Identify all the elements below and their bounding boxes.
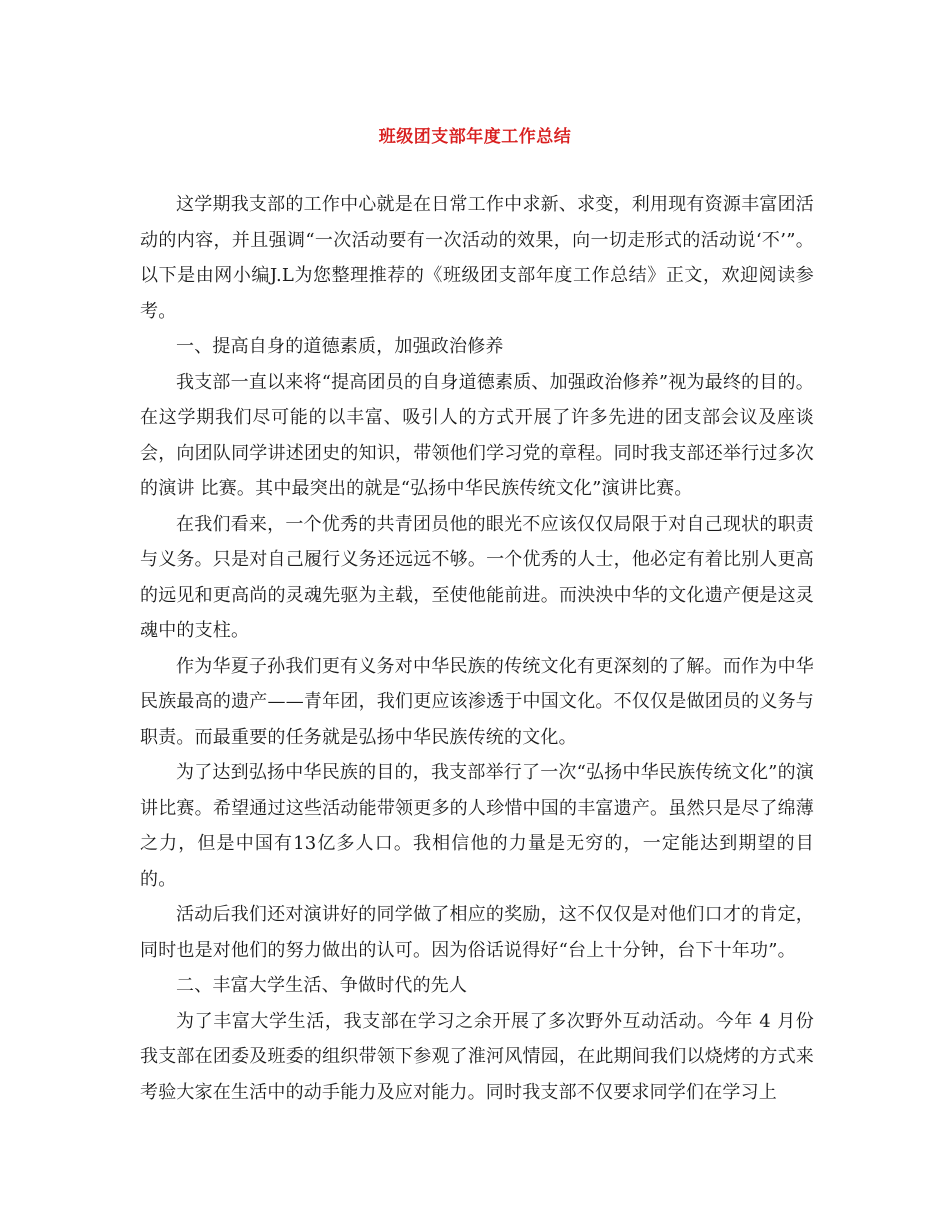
body-paragraph: 为了达到弘扬中华民族的目的，我支部举行了一次“弘扬中华民族传统文化”的演讲比赛。希望通过这些活动能带领更多的人珍惜中国的丰富遗产。虽然只是尽了绵薄之力，但是中国有13亿多人口。我相信他的力量是无穷的，一定能达到期望的目的。 <box>140 762 814 890</box>
body-paragraph: 我支部一直以来将“提高团员的自身道德素质、加强政治修养”视为最终的目的。在这学期我们尽可能的以丰富、吸引人的方式开展了许多先进的团支部会议及座谈会，向团队同学讲述团史的知识，带领他们学习党的章程。同时我支部还举行过多次的演讲 比赛。其中最突出的就是“弘扬中华民族传统文化”演讲比赛。 <box>140 371 814 499</box>
document-body <box>140 187 814 1110</box>
intro-paragraph: 这学期我支部的工作中心就是在日常工作中求新、求变，利用现有资源丰富团活动的内容，并且强调“一次活动要有一次活动的效果，向一切走形式的活动说‘不’”。以下是由网小编J.L为您整理推荐的《班级团支部年度工作总结》正文，欢迎阅读参考。 <box>140 194 814 322</box>
body-paragraph: 活动后我们还对演讲好的同学做了相应的奖励，这不仅仅是对他们口才的肯定，同时也是对他们的努力做出的认可。因为俗话说得好“台上十分钟，台下十年功”。 <box>140 904 814 961</box>
body-paragraph: 作为华夏子孙我们更有义务对中华民族的传统文化有更深刻的了解。而作为中华民族最高的遗产——青年团，我们更应该渗透于中国文化。不仅仅是做团员的义务与职责。而最重要的任务就是弘扬中华民族传统的文化。 <box>140 655 814 748</box>
document-title: 班级团支部年度工作总结 <box>378 127 572 147</box>
section-heading-2: 二、丰富大学生活、争做时代的先人 <box>176 975 468 996</box>
section-heading-1: 一、提高自身的道德素质，加强政治修养 <box>176 336 504 357</box>
body-paragraph: 在我们看来，一个优秀的共青团员他的眼光不应该仅仅局限于对自己现状的职责与义务。只是对自己履行义务还远远不够。一个优秀的人士，他必定有着比别人更高的远见和更高尚的灵魂先驱为主载，至使他能前进。而泱泱中华的文化遗产便是这灵魂中的支柱。 <box>140 513 814 641</box>
body-paragraph: 为了丰富大学生活，我支部在学习之余开展了多次野外互动活动。今年 4 月份我支部在团委及班委的组织带领下参观了淮河风情园，在此期间我们以烧烤的方式来考验大家在生活中的动手能力及应对能力。同时我支部不仅要求同学们在学习上 <box>140 1010 814 1103</box>
